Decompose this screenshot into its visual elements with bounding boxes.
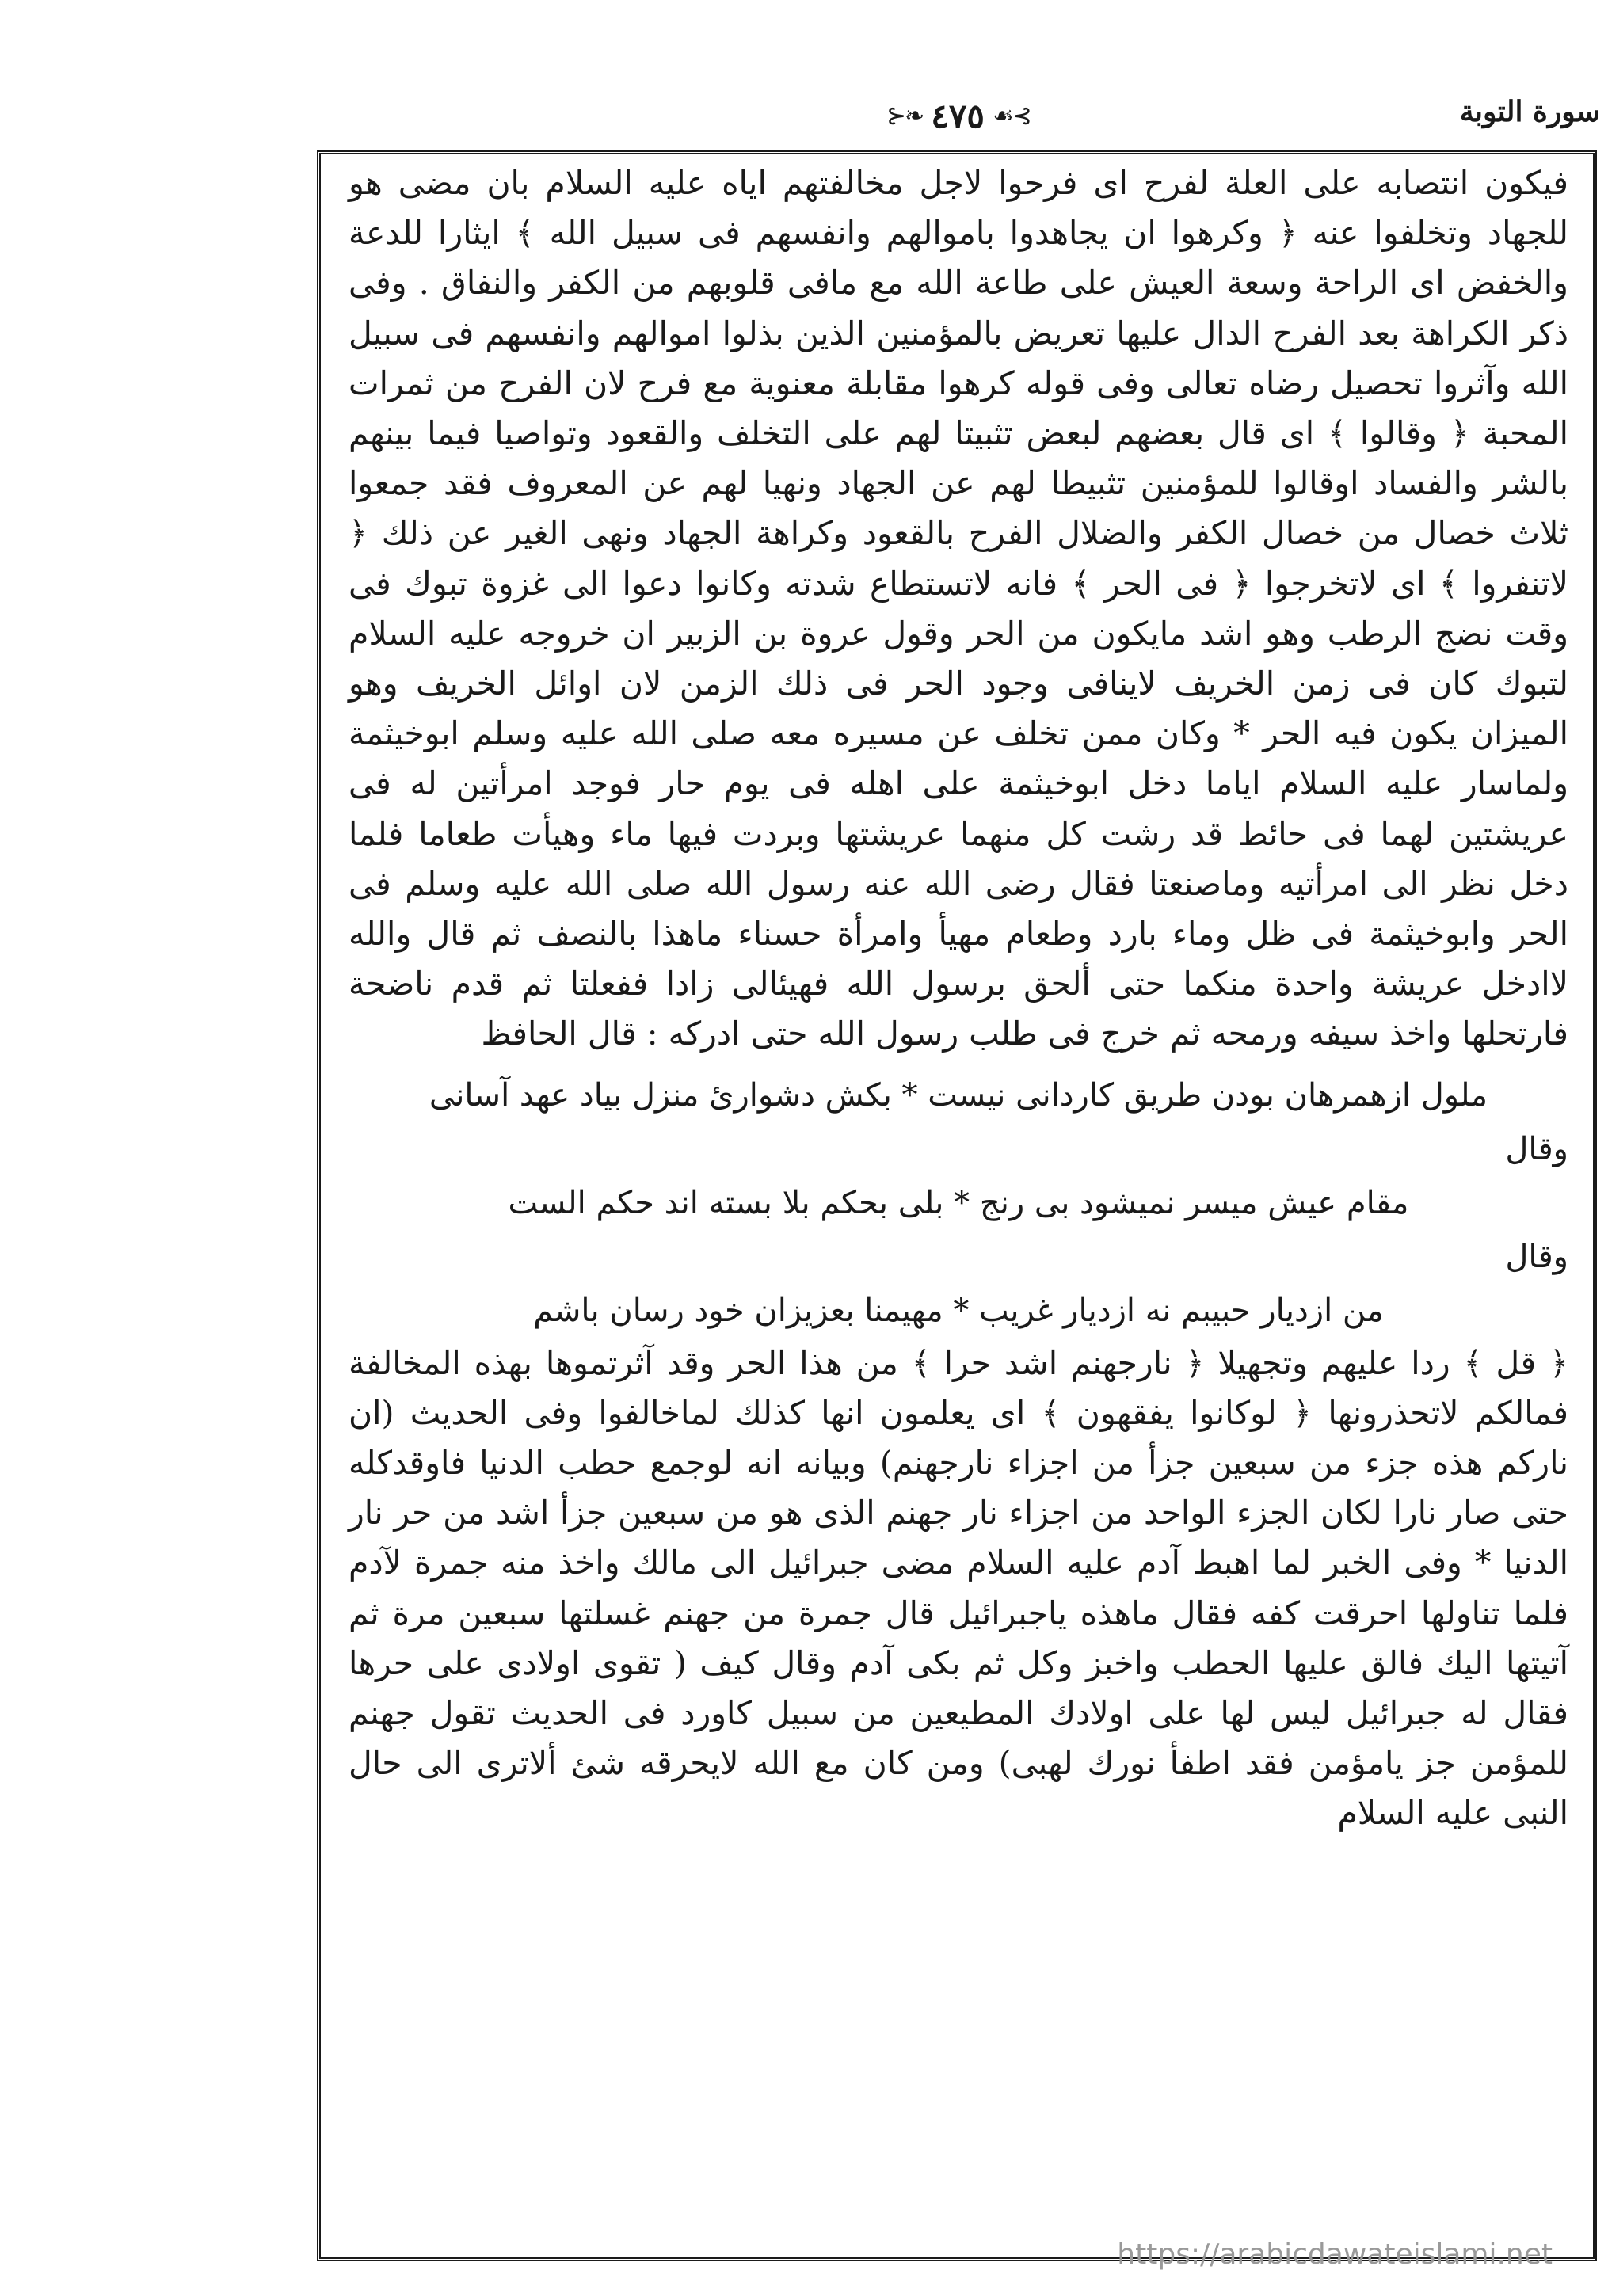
poem-verse-1: ملول ازهمرهان بودن طريق كاردانى نيست * بكش دشوارئ منزل بياد عهد آسانى (429, 1076, 1488, 1114)
body-paragraph-1: فيكون انتصابه على العلة لفرح اى فرحوا لاجل مخالفتهم اياه عليه السلام بان مضى هو للجهاد وتخلفوا عنه ﴿ وكرهوا ان يجاهدوا باموالهم وانفسهم فى سبيل الله ﴾ ايثارا للدعة والخفض اى الراحة وسعة العيش على طاعة الله مع مافى قلوبهم من الكفر والنفاق . وفى ذكر الكراهة بعد الفرح الدال عليها تعريض بالمؤمنين الذين بذلوا اموالهم وانفسهم فى سبيل الله وآثروا تحصيل رضاه تعالى وفى قوله كرهوا مقابلة معنوية مع فرح لان الفرح من ثمرات المحبة ﴿ وقالوا ﴾ اى قال بعضهم لبعض تثبيتا لهم على التخلف والقعود وتواصيا فيما بينهم بالشر والفساد اوقالوا للمؤمنين تثبيطا لهم عن الجهاد ونهيا لهم عن المعروف فقد جمعوا ثلاث خصال من خصال الكفر والضلال الفرح بالقعود وكراهة الجهاد ونهى الغير عن ذلك ﴿ لاتنفروا ﴾ اى لاتخرجوا ﴿ فى الحر ﴾ فانه لاتستطاع شدته وكانوا دعوا الى غزوة تبوك فى وقت نضج الرطب وهو اشد مايكون من الحر وقول عروة بن الزبير ان خروجه عليه السلام لتبوك كان فى زمن الخريف لاينافى وجود الحر فى ذلك الزمن لان اوائل الخريف وهو الميزان يكون فيه الحر * وكان ممن تخلف عن مسيره معه صلى الله عليه وسلم ابوخيثمة ولماسار عليه السلام اياما دخل ابوخيثمة على اهله فى يوم حار فوجد امرأتين له فى عريشتين لهما فى حائط قد رشت كل منهما عريشتها وبردت فيها ماء وهيأت طعاما فلما دخل نظر الى امرأتيه وماصنعتا فقال رضى الله عنه رسول الله صلى الله عليه وسلم فى الحر وابوخيثمة فى ظل وماء بارد وطعام مهيأ وامرأة حسناء ماهذا بالنصف ثم قال والله لاادخل عريشة واحدة منكما حتى ألحق برسول الله فهيئالى زادا ففعلتا ثم قدم ناضحة فارتحلها واخذ سيفه ورمحه ثم خرج فى طلب رسول الله حتى ادركه : قال الحافظ (349, 164, 1568, 1053)
source-watermark: https://arabicdawateislami.net (1117, 2238, 1553, 2271)
wa-qal-label-1: وقال (1505, 1130, 1568, 1167)
body-paragraph-2: ﴿ قل ﴾ ردا عليهم وتجهيلا ﴿ نارجهنم اشد حرا ﴾ من هذا الحر وقد آثرتموها بهذه المخالفة فمالكم لاتحذرونها ﴿ لوكانوا يفقهون ﴾ اى يعلمون انها كذلك لماخالفوا وفى الحديث (ان ناركم هذه جزء من سبعين جزأ من اجزاء نارجهنم) وبيانه انه لوجمع حطب الدنيا فاوقدكله حتى صار نارا لكان الجزء الواحد من اجزاء نار جهنم الذى هو من سبعين جزأ اشد من حر نار الدنيا * وفى الخبر لما اهبط آدم عليه السلام مضى جبرائيل الى مالك واخذ منه جمرة لآدم فلما تناولها احرقت كفه فقال ماهذه ياجبرائيل قال جمرة من جهنم غسلتها سبعين مرة ثم آتيتها اليك فالق عليها الحطب واخبز وكل ثم بكى آدم وقال كيف ( تقوى اولادى على حرها فقال له جبرائيل ليس لها على اولادك المطيعين من سبيل كاورد فى الحديث تقول جهنم للمؤمن جز يامؤمن فقد اطفأ نورك لهبى) ومن كان مع الله لايحرقه شئ ألاترى الى حال النبى عليه السلام (349, 1343, 1568, 1833)
ornament-left-icon: ⊱❧ (886, 101, 924, 130)
page-body (349, 158, 1568, 1839)
poem-verse-2: مقام عيش ميسر نميشود بى رنج * بلى بحكم بلا بسته اند حكم الست (508, 1184, 1409, 1221)
page-header (317, 89, 1600, 146)
page-number-block (832, 92, 1085, 139)
poem-verse-3: من ازديار حبيبم نه ازديار غريب * مهيمنا بعزيزان خود رسان باشم (533, 1292, 1384, 1329)
wa-qal-label-2: وقال (1505, 1238, 1568, 1275)
surah-title: سورة التوبة (1459, 95, 1600, 128)
ornament-right-icon: ☙⊰ (992, 101, 1031, 130)
page-number: ٤٧٥ (931, 96, 985, 135)
